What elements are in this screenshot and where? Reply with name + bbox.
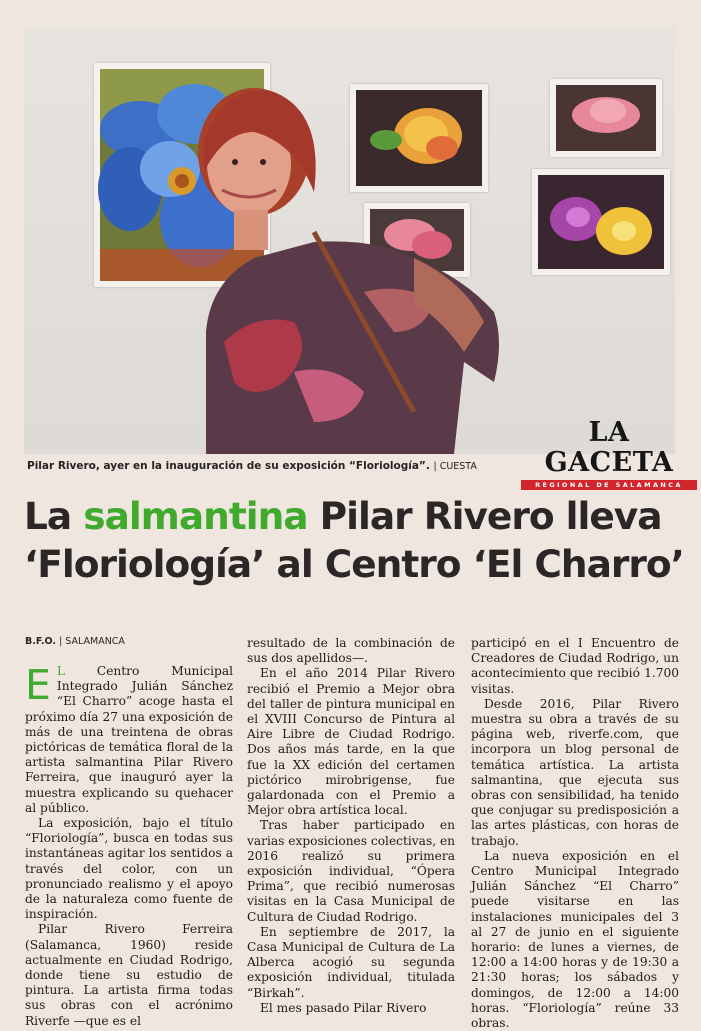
byline-location: | SALAMANCA	[59, 636, 125, 647]
painting-purple-yellow-flowers	[532, 169, 670, 275]
article-paragraph: resultado de la combinación de sus dos apellidos—.	[247, 636, 455, 666]
article-column-1	[25, 661, 233, 1029]
article-paragraph: El mes pasado Pilar Rivero	[260, 1000, 427, 1015]
article-paragraph: Pilar Rivero Ferreira (Salamanca, 1960) reside actualmente en Ciudad Rodrigo, donde tiene su estudio de pintura. La artista firma todas sus obras con el acrónimo Riverfe —que es el	[25, 922, 233, 1028]
byline	[25, 636, 125, 647]
logo-name: LA GACETA	[544, 417, 674, 478]
article-column-2	[247, 636, 455, 1016]
headline-line-2: ‘Floriología’ al Centro ‘El Charro’	[24, 542, 684, 586]
article-paragraph: participó en el I Encuentro de Creadores de Ciudad Rodrigo, un acontecimiento que recibió 1.700 visitas.	[471, 636, 679, 696]
drop-cap: E	[25, 661, 51, 709]
headline-highlight: salmantina	[83, 494, 308, 538]
caption-text: Pilar Rivero, ayer en la inauguración de su exposición “Floriología”.	[27, 460, 430, 472]
article-paragraph	[25, 661, 233, 816]
paragraph-text: Centro Municipal Integrado Julián Sánchez “El Charro” acoge hasta el próximo día 27 una exposición de más de una treintena de obras pictóricas de temática floral de la artista salmantina Pilar Rivero Ferreira, que inauguró ayer la muestra explicando su quehacer al público.	[25, 664, 233, 815]
photo-caption	[27, 460, 677, 472]
painting-pink-lotus	[550, 79, 662, 157]
lead-letter: L	[56, 664, 65, 678]
article-paragraph: En septiembre de 2017, la Casa Municipal de Cultura de La Alberca acogió su segunda exposición individual, titulada “Birkah”.	[247, 924, 455, 1000]
headline-rest-1: Pilar Rivero lleva	[319, 494, 662, 538]
article-paragraph: Desde 2016, Pilar Rivero muestra su obra a través de su página web, riverfe.com, que incorpora un blog personal de temática artística. La artista salmantina, que ejecuta sus obras con sensibilidad, ha tenido que conjugar su predisposición a las artes plásticas, con horas de trabajo.	[471, 696, 679, 848]
logo-subtitle: REGIONAL DE SALAMANCA	[521, 480, 697, 490]
article-paragraph: La nueva exposición en el Centro Municipal Integrado Julián Sánchez “El Charro” puede visitarse en las instalaciones municipales del 3 al 27 de junio en el siguiente horario: de lunes a viernes, de 12:00 a 14:00 horas y de 19:30 a 21:30 horas; los sábados y domingos, de 12:00 a 14:00 horas. “Floriología” reúne 33 obras.	[471, 848, 679, 1031]
woman-portrait	[164, 82, 524, 454]
article-paragraph: La exposición, bajo el título “Floriología”, busca en todas sus instantáneas agitar los sentidos a través del color, con un pronunciado realismo y el apoyo de la naturaleza como fuente de inspiración.	[25, 816, 233, 922]
byline-author: B.F.O.	[25, 636, 57, 647]
headline	[24, 492, 684, 588]
headline-word-1: La	[24, 494, 72, 538]
article-column-3	[471, 636, 679, 1031]
article-paragraph: Tras haber participado en varias exposiciones colectivas, en 2016 realizó su primera exposición individual, “Ópera Prima”, que recibió numerosas visitas en la Casa Municipal de Cultura de Ciudad Rodrigo.	[247, 818, 456, 924]
photo-credit: | CUESTA	[433, 461, 477, 472]
article-paragraph: En el año 2014 Pilar Rivero recibió el Premio a Mejor obra del taller de pintura municipal en el XVIII Concurso de Pintura al Aire Libre de Ciudad Rodrigo. Dos años más tarde, en la que fue la XX edición del certamen pictórico mirobrigense, fue galardonada con el Premio a Mejor obra artística local.	[247, 666, 455, 818]
